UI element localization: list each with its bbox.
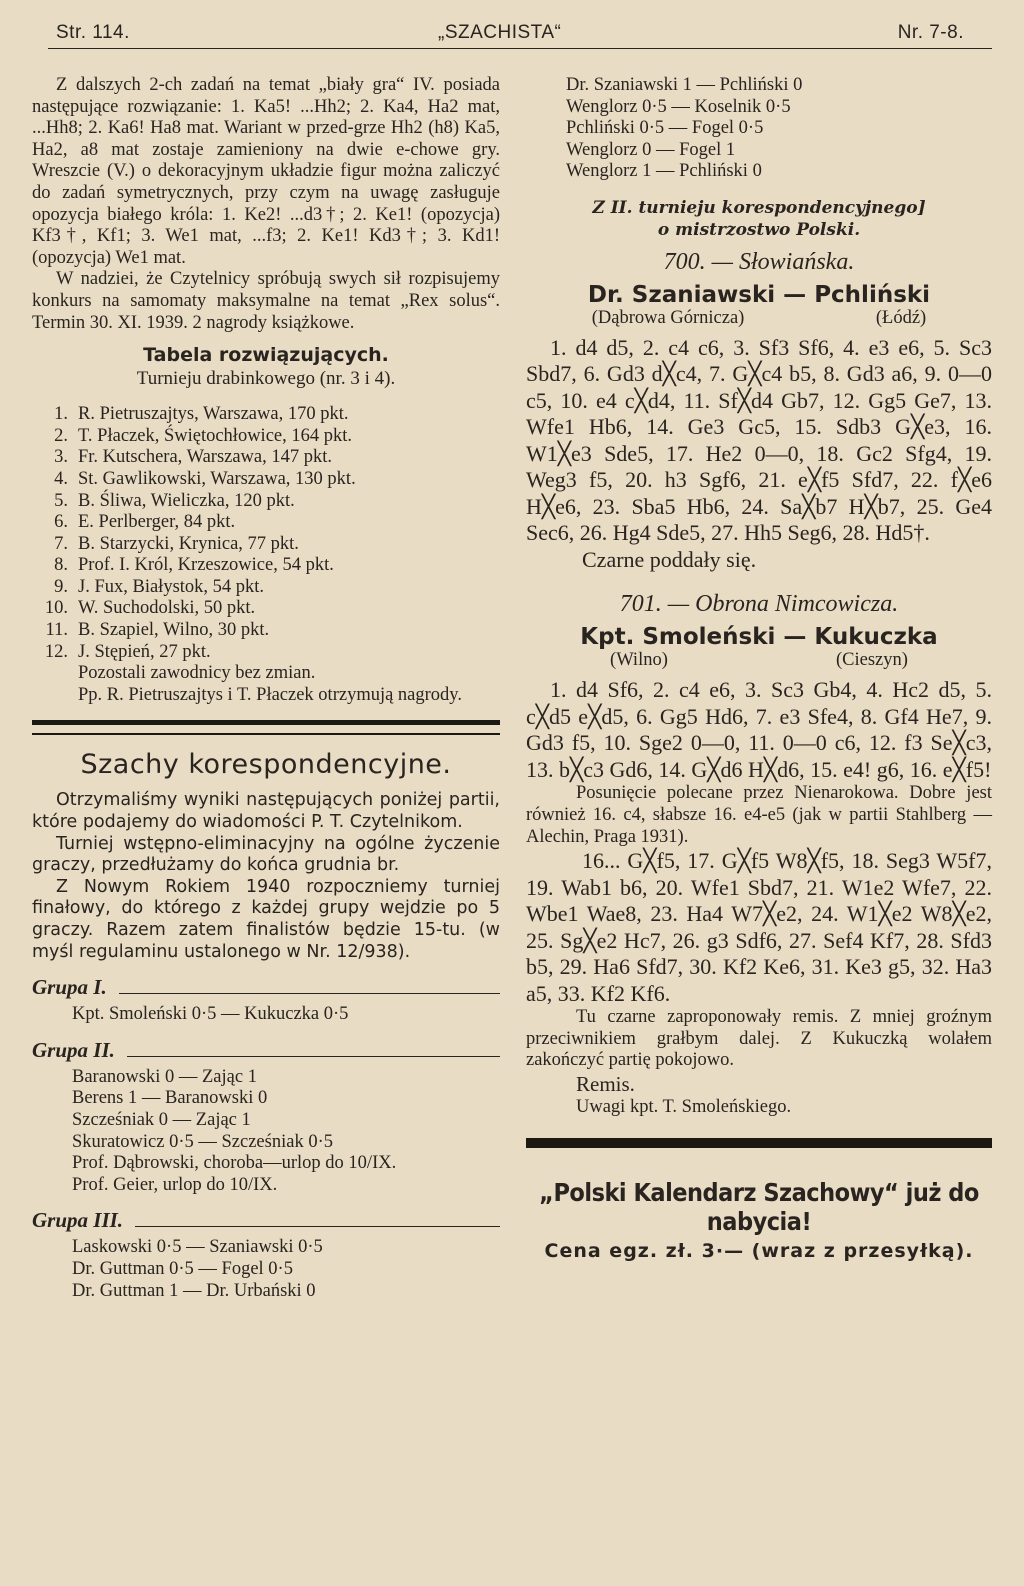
game-701-result: Remis. <box>576 1072 635 1097</box>
ranking-row: 3. Fr. Kutschera, Warszawa, 147 pkt. <box>54 447 333 468</box>
game-701-title: 701. — Obrona Nimcowicza. <box>619 591 899 618</box>
group-result: Berens 1 — Baranowski 0 <box>72 1088 268 1109</box>
advert-divider <box>526 1138 992 1158</box>
game-701-comment: Tu czarne zaproponowały remis. Z mniej groźnym przeciwnikiem grałbym dalej. Z Kukuczką wolałem zakończyć partię pokojowo. <box>526 1007 992 1071</box>
ranking-row: 5. B. Śliwa, Wieliczka, 120 pkt. <box>54 490 295 511</box>
game-700-result: Czarne poddały się. <box>582 546 757 572</box>
group-heading: Grupa III. <box>32 1208 500 1233</box>
game-701-note: Posunięcie polecane przez Nienarokowa. Dobre jest również 16. c4, słabsze 16. e4-e5 (jak w partii Stahlberg — Alechin, Praga 1931). <box>526 783 992 847</box>
group-results-continued <box>526 75 992 183</box>
game-700-moves: 1. d4 d5, 2. c4 c6, 3. Sf3 Sf6, 4. e3 e6, 5. Sc3 Sbd7, 6. Gd3 d╳c4, 7. G╳c4 b5, 8. Gd3 a6, 9. 0—0 c5, 10. e4 c╳d4, 11. Sf╳d4 Gb7, 12. Gg5 Ge7, 13. Wfe1 Hb6, 14. Ge3 Gc5, 15. Sdb3 G╳e3, 16. W1╳e3 Sde5, 17. He2 0—0, 18. Gc2 Sfg4, 19. Weg3 f5, 20. h3 Sgf6, 21. e╳f5 Sfd7, 22. f╳e6 H╳e6, 23. Sba5 Hb6, 24. Sa╳b7 H╳b7, 25. Ge4 Sec6, 26. Hg4 Sde5, 27. Hh5 Seg6, 28. Hd5†. <box>526 334 992 546</box>
group-result: Szcześniak 0 — Zając 1 <box>72 1109 251 1130</box>
correspondence-paragraph: Turniej wstępno-eliminacyjny na ogólne życzenie graczy, przedłużamy do końca grudnia br. <box>32 833 500 876</box>
group-result: Dr. Guttman 0·5 — Fogel 0·5 <box>72 1258 293 1279</box>
game-701-moves-continued: 16... G╳f5, 17. G╳f5 W8╳f5, 18. Seg3 W5f7, 19. Wab1 b6, 20. Wfe1 Sbd7, 21. W1e2 Wfe7, 22. Wbe1 Wae8, 23. Ha4 W7╳e2, 24. W1╳e2 W8╳e2, 25. Sg╳e2 Hc7, 26. g3 Sdf6, 27. Sef4 Kf7, 28. Sfd3 b5, 29. Ha6 Sfd7, 30. Kf2 Ke6, 31. Ke3 g5, 32. Ha3 a5, 33. Kf2 Kf6. <box>526 848 992 1006</box>
ranking-row: 10. W. Suchodolski, 50 pkt. <box>44 598 256 619</box>
ranking-row: 7. B. Starzycki, Krynica, 77 pkt. <box>54 533 299 554</box>
ranking-row: 11. B. Szapiel, Wilno, 30 pkt. <box>45 620 270 641</box>
correspondence-title: Szachy korespondencyjne. <box>80 749 452 781</box>
intro-paragraph: Z dalszych 2-ch zadań na temat „biały gra“ IV. posiada następujące rozwiązanie: 1. Ka5! ...Hh2; 2. Ka4, Ha2 mat, ...Hh8; 2. Ka6! Ha8 mat. Wariant w przed-grze Hh2 (h8) Ka5, Ha2, a8 mat zostaje zamieniony na dwie e-chowe gry. Wreszcie (V.) o dekoracyjnym układzie figur można zaliczyć do zadań symetrycznych, przy czym na uwagę zasługuje opozycja białego króla: 1. Ke2! ...d3†; 2. Ke1! (opozycja) Kf3†, Kf1; 3. We1 mat, ...f3; 2. Ke1! Kd3†; 3. Kd1! (opozycja) We1 mat. <box>32 75 500 268</box>
contest-paragraph: W nadziei, że Czytelnicy spróbują swych sił rozpisujemy konkurs na samomaty maksymalne na temat „Rex solus“. Termin 30. XI. 1939. 2 nagrody książkowe. <box>32 269 500 333</box>
prize-note: Pp. R. Pietruszajtys i T. Płaczek otrzymują nagrody. <box>78 684 462 705</box>
page-header <box>48 18 992 49</box>
game-701-places: (Wilno) (Cieszyn) <box>610 650 908 671</box>
section-divider <box>32 720 500 735</box>
issue-number: Nr. 7-8. <box>897 22 964 43</box>
game-701-moves: 1. d4 Sf6, 2. c4 e6, 3. Sc3 Gb4, 4. Hc2 d5, 5. c╳d5 e╳d5, 6. Gg5 Hd6, 7. e3 Sfe4, 8. Gf4 He7, 9. Gd3 f5, 10. Sge2 0—0, 11. 0—0 c6, 12. f3 Se╳c3, 13. b╳c3 Gd6, 14. G╳d6 H╳d6, 15. e4! g6, 16. e╳f5! <box>526 677 992 782</box>
left-column <box>32 75 500 1302</box>
journal-title: „SZACHISTA“ <box>438 22 562 43</box>
group-result: Wenglorz 0·5 — Koselnik 0·5 <box>566 96 791 117</box>
game-701-players: Kpt. Smoleński — Kukuczka <box>580 624 938 651</box>
correspondence-paragraph: Z Nowym Rokiem 1940 rozpoczniemy turniej finałowy, do którego z każdej grupy wejdzie po 5 graczy. Razem zatem finalistów będzie 15-tu. (w myśl regulaminu ustalonego w Nr. 12/938). <box>32 876 500 962</box>
ranking-note: Pozostali zawodnicy bez zmian. <box>78 663 316 684</box>
correspondence-paragraph: Otrzymaliśmy wyniki następujących poniżej partii, które podajemy do wiadomości P. T. Czytelnikom. <box>32 790 500 833</box>
ranking-row: 4. St. Gawlikowski, Warszawa, 130 pkt. <box>54 468 356 489</box>
group-result: Prof. Geier, urlop do 10/IX. <box>72 1174 278 1195</box>
game-700-players: Dr. Szaniawski — Pchliński <box>587 281 931 308</box>
solvers-ranking <box>32 404 500 663</box>
solvers-table-title: Tabela rozwiązujących. <box>143 344 389 367</box>
ranking-row: 8. Prof. I. Król, Krzeszowice, 54 pkt. <box>54 555 334 576</box>
ranking-row: 12. J. Stępień, 27 pkt. <box>44 641 211 662</box>
ranking-row: 1. R. Pietruszajtys, Warszawa, 170 pkt. <box>54 404 349 425</box>
ranking-row: 2. T. Płaczek, Świętochłowice, 164 pkt. <box>54 425 353 446</box>
group-result: Dr. Guttman 1 — Dr. Urbański 0 <box>72 1280 316 1301</box>
group-result: Laskowski 0·5 — Szaniawski 0·5 <box>72 1237 323 1258</box>
right-column <box>526 75 992 1262</box>
group-result: Kpt. Smoleński 0·5 — Kukuczka 0·5 <box>72 1004 349 1025</box>
group-result: Baranowski 0 — Zając 1 <box>72 1066 257 1087</box>
annotator-credit: Uwagi kpt. T. Smoleńskiego. <box>576 1097 792 1118</box>
ranking-row: 9. J. Fux, Białystok, 54 pkt. <box>54 576 265 597</box>
group-heading: Grupa I. <box>32 975 500 1000</box>
group-result: Skuratowicz 0·5 — Szcześniak 0·5 <box>72 1131 333 1152</box>
group-result: Prof. Dąbrowski, choroba—urlop do 10/IX. <box>72 1153 397 1174</box>
group-result: Wenglorz 1 — Pchliński 0 <box>566 161 762 182</box>
solvers-table-subtitle: Turnieju drabinkowego (nr. 3 i 4). <box>136 368 396 390</box>
ranking-row: 6. E. Perlberger, 84 pkt. <box>54 512 236 533</box>
tournament-heading: Z II. turnieju korespondencyjnego] o mistrzostwo Polski. <box>592 197 926 240</box>
group-result: Wenglorz 0 — Fogel 1 <box>566 139 736 160</box>
group-result: Pchliński 0·5 — Fogel 0·5 <box>566 118 764 139</box>
page-number: Str. 114. <box>56 22 130 43</box>
group-result: Dr. Szaniawski 1 — Pchliński 0 <box>566 75 803 95</box>
group-heading: Grupa II. <box>32 1038 500 1063</box>
advert-title: „Polski Kalendarz Szachowy“ już do nabycia! <box>539 1178 979 1237</box>
game-700-places: (Dąbrowa Górnicza) (Łódź) <box>591 307 927 328</box>
advert-price: Cena egz. zł. 3·— (wraz z przesyłką). <box>544 1240 974 1263</box>
game-700-title: 700. — Słowiańska. <box>663 248 855 275</box>
